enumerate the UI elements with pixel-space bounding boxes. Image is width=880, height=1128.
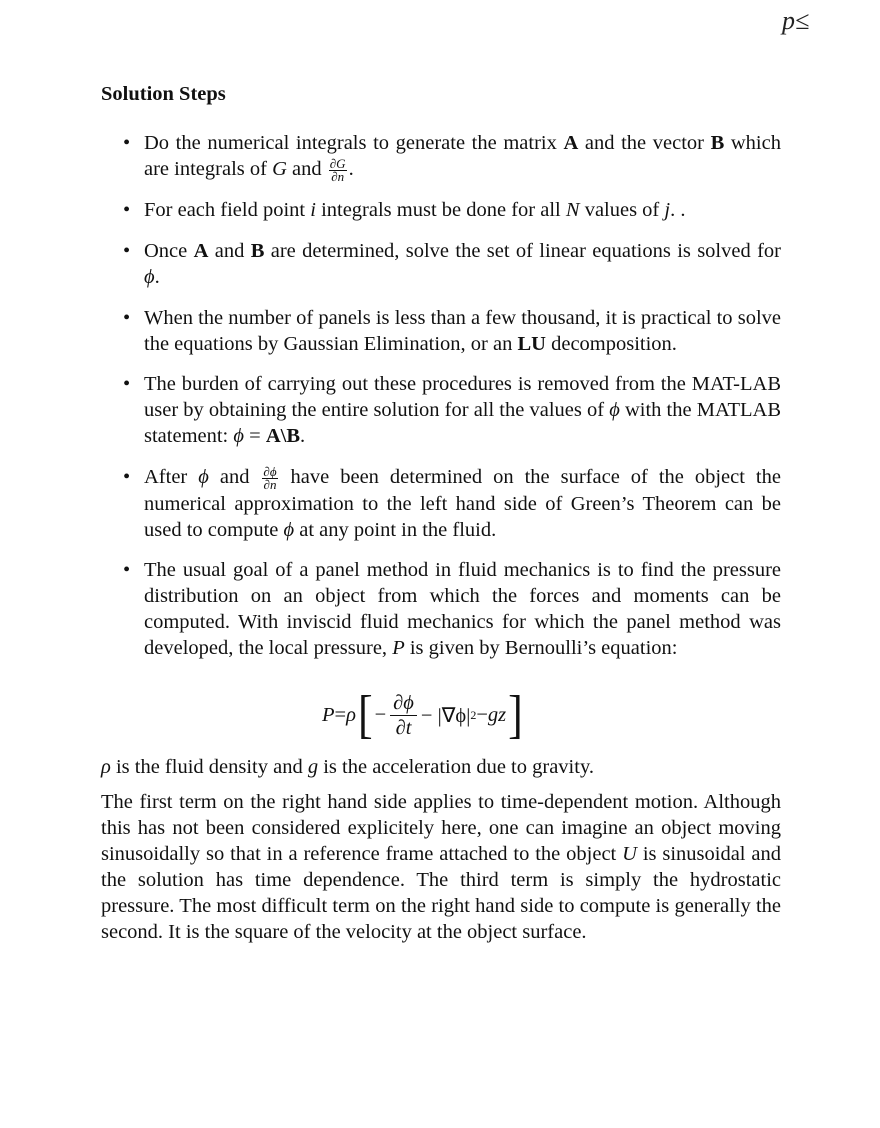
bullet-item-field-point: • For each field point i integrals must be done for all N values of j. . (101, 197, 781, 223)
paragraph-first-term: The first term on the right hand side applies to time-dependent motion. Although this has not been considered explicitely here, one can imagine an object moving sinusoidally so that in a reference frame attached to the object U is sinusoidal and the solution has time dependence. The third term is simply the hydrostatic pressure. The most difficult term on the right hand side to compute is generally the second. It is the square of the velocity at the object surface. (101, 791, 781, 943)
handwritten-page-mark: p≤ (782, 6, 810, 35)
bullet-item-integrals: • Do the numerical integrals to generate the matrix A and the vector B which are integrals of G and $\frac{\partial G}{\partial n}$ . (101, 130, 781, 183)
bernoulli-equation: P = ρ [ − $\frac{\partial\phi}{\partial t}$ − |∇ϕ| 2 − gz ] (322, 685, 523, 744)
fraction-dG-dn: $\frac{\partial G}{\partial n}$ (329, 155, 346, 184)
fraction-dphi-dt: $\frac{\partial\phi}{\partial t}$ (390, 691, 417, 740)
bullet-item-greens-theorem: • After ϕ and $\frac{\partial\phi}{\partial n}$ have been determined on the surface of the object the numerical approximation to the left hand side of Green’s Theorem can be used to compute ϕ at any point in the fluid. (101, 464, 781, 543)
bullet-item-gaussian: • When the number of panels is less than a few thousand, it is practical to solve the equations by Gaussian Elimination, or an LU decomposition. (101, 305, 781, 357)
fraction-dphi-dn: $\frac{\partial\phi}{\partial n}$ (263, 463, 277, 492)
paragraph-density: ρ is the fluid density and g is the acceleration due to gravity. (101, 756, 594, 778)
bullet-item-pressure: • The usual goal of a panel method in fluid mechanics is to find the pressure distribution on an object from which the forces and moments can be computed. With inviscid fluid mechanics for which the panel method was developed, the local pressure, P is given by Bernoulli’s equation: (101, 557, 781, 661)
bullet-item-matlab: • The burden of carrying out these procedures is removed from the MAT-LAB user by obtaining the entire solution for all the values of ϕ with the MATLAB statement: ϕ = A\B. (101, 371, 781, 449)
section-title: Solution Steps (101, 83, 226, 105)
solution-steps-list (101, 130, 781, 676)
bullet-item-solve: • Once A and B are determined, solve the set of linear equations is solved for ϕ. (101, 238, 781, 290)
